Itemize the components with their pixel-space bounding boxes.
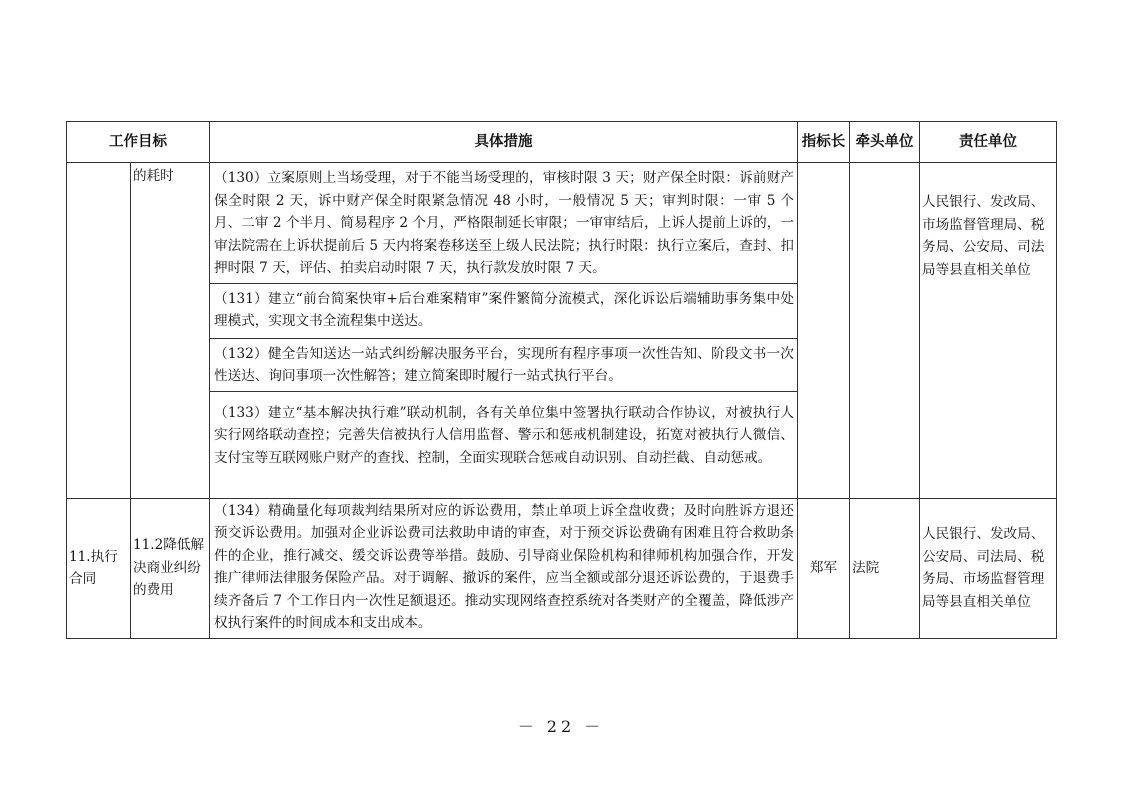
table-header-row bbox=[67, 122, 1057, 163]
measure-134: （134）精确量化每项裁判结果所对应的诉讼费用，禁止单项上诉全盘收费；及时向胜诉方退还预交诉讼费用。加强对企业诉讼费司法救助申请的审查，对于预交诉讼费确有困难且符合救助条件的企业，推行减交、缓交诉讼费等举措。鼓励、引导商业保险机构和律师机构加强合作，开发推广律师法律服务保险产品。对于调解、撤诉的案件，应当全额或部分退还诉讼费的，于退费手续齐备后 7 个工作日内一次性足额退还。推动实现网络查控系统对各类财产的全覆盖，降低涉产权执行案件的时间成本和支出成本。 bbox=[210, 498, 798, 638]
header-responsible-unit: 责任单位 bbox=[920, 122, 1057, 163]
lead-unit-cell bbox=[850, 163, 920, 499]
measure-133: （133）建立“基本解决执行难”联动机制，各有关单位集中签署执行联动合作协议，对被执行人实行网络联动查控；完善失信被执行人信用监督、警示和惩戒机制建设，拓宽对被执行人微信、支付宝等互联网账户财产的查找、控制，全面实现联合惩戒自动识别、自动拦截、自动惩戒。 bbox=[210, 391, 798, 498]
subgoal-cell: 的耗时 bbox=[131, 163, 210, 499]
page-number: － 22 － bbox=[517, 717, 605, 736]
measures-table bbox=[66, 121, 1057, 639]
measure-132: （132）健全告知送达一站式纠纷解决服务平台，实现所有程序事项一次性告知、阶段文书一次性送达、询问事项一次性解答；建立简案即时履行一站式执行平台。 bbox=[210, 338, 798, 391]
measure-131: （131）建立“前台简案快审+后台难案精审”案件繁简分流模式，深化诉讼后端辅助事务集中处理模式，实现文书全流程集中送达。 bbox=[210, 283, 798, 338]
header-measures: 具体措施 bbox=[210, 122, 798, 163]
header-work-goal: 工作目标 bbox=[67, 122, 210, 163]
goal-cell: 11.执行合同 bbox=[67, 498, 131, 638]
responsible-cell: 人民银行、发改局、公安局、司法局、税务局、市场监督管理局等县直相关单位 bbox=[920, 498, 1057, 638]
header-lead-unit: 牵头单位 bbox=[850, 122, 920, 163]
goal-cell bbox=[67, 163, 131, 499]
leader-cell: 郑军 bbox=[798, 498, 850, 638]
table-row bbox=[67, 498, 1057, 638]
measure-130: （130）立案原则上当场受理，对于不能当场受理的，审核时限 3 天；财产保全时限：诉前财产保全时限 2 天，诉中财产保全时限紧急情况 48 小时，一般情况 5 天；审判时限：一审 5 个月、二审 2 个半月、简易程序 2 个月，严格限制延长审限；一审审结后，上诉人提前上诉的，一审法院需在上诉状提前后 5 天内将案卷移送至上级人民法院；执行时限：执行立案后，查封、扣押时限 7 天，评估、拍卖启动时限 7 天，执行款发放时限 7 天。 bbox=[210, 163, 798, 284]
table-row bbox=[67, 163, 1057, 284]
leader-cell bbox=[798, 163, 850, 499]
subgoal-cell: 11.2降低解决商业纠纷的费用 bbox=[131, 498, 210, 638]
responsible-cell: 人民银行、发改局、市场监督管理局、税务局、公安局、司法局等县直相关单位 bbox=[920, 163, 1057, 499]
header-indicator-leader: 指标长 bbox=[798, 122, 850, 163]
lead-unit-cell: 法院 bbox=[850, 498, 920, 638]
